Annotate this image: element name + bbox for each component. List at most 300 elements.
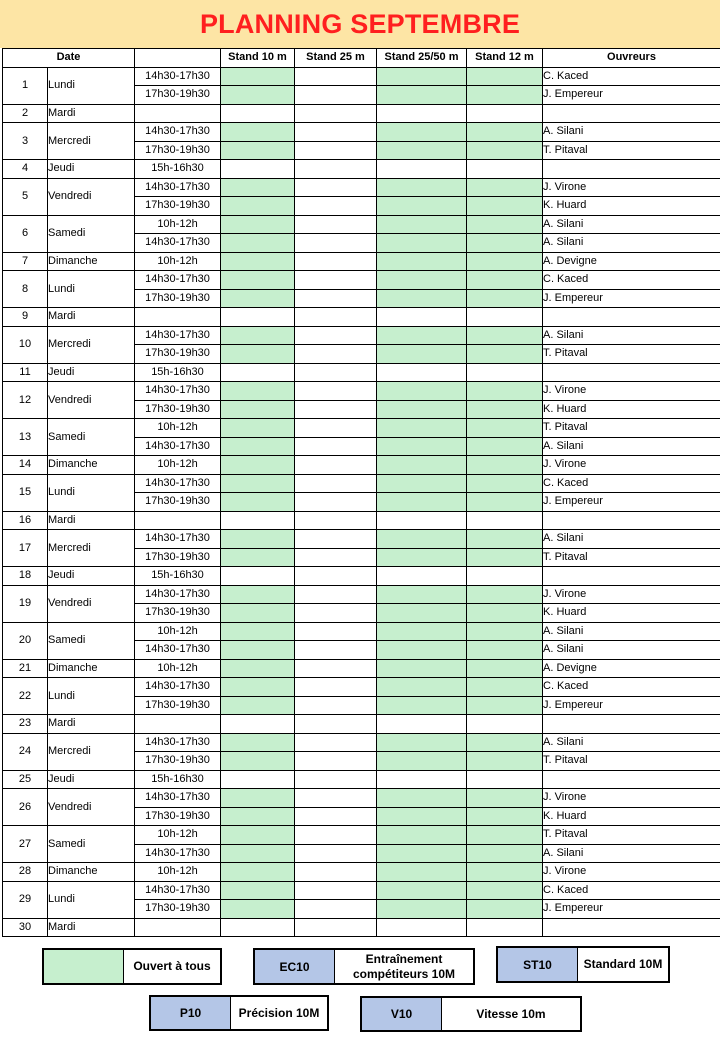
stand-25-50-cell [377, 715, 467, 734]
stand-10-cell [221, 86, 295, 105]
time-slot: 14h30-17h30 [135, 437, 221, 456]
stand-25-50-cell [377, 789, 467, 808]
stand-25-cell [295, 252, 377, 271]
stand-25-50-cell [377, 659, 467, 678]
stand-10-cell [221, 567, 295, 586]
stand-25-cell [295, 456, 377, 475]
stand-12-cell [467, 123, 543, 142]
ouvreur-cell: A. Silani [543, 641, 720, 660]
stand-25-50-cell [377, 641, 467, 660]
time-slot: 14h30-17h30 [135, 678, 221, 697]
day-name: Mercredi [48, 326, 135, 363]
day-number: 4 [3, 160, 48, 179]
day-number: 11 [3, 363, 48, 382]
page-title: PLANNING SEPTEMBRE [199, 9, 521, 39]
stand-10-cell [221, 844, 295, 863]
legend-st10-label: Standard 10M [583, 957, 663, 971]
time-slot: 17h30-19h30 [135, 807, 221, 826]
stand-25-50-cell [377, 178, 467, 197]
ouvreur-cell: T. Pitaval [543, 141, 720, 160]
table-row [3, 271, 720, 290]
stand-25-50-cell [377, 437, 467, 456]
stand-25-50-cell [377, 215, 467, 234]
stand-12-cell [467, 530, 543, 549]
time-slot [135, 918, 221, 937]
time-slot: 17h30-19h30 [135, 86, 221, 105]
ouvreur-cell: J. Empereur [543, 289, 720, 308]
stand-25-50-cell [377, 900, 467, 919]
time-slot: 10h-12h [135, 826, 221, 845]
day-name: Mercredi [48, 123, 135, 160]
ouvreur-cell: A. Silani [543, 326, 720, 345]
stand-12-cell [467, 493, 543, 512]
header-stand-12: Stand 12 m [467, 49, 543, 68]
stand-25-cell [295, 863, 377, 882]
time-slot: 10h-12h [135, 863, 221, 882]
stand-25-cell [295, 104, 377, 123]
stand-10-cell [221, 622, 295, 641]
stand-25-cell [295, 474, 377, 493]
stand-10-cell [221, 863, 295, 882]
time-slot: 17h30-19h30 [135, 900, 221, 919]
day-number: 26 [3, 789, 48, 826]
stand-25-cell [295, 215, 377, 234]
time-slot: 17h30-19h30 [135, 548, 221, 567]
stand-25-50-cell [377, 511, 467, 530]
stand-12-cell [467, 178, 543, 197]
day-number: 27 [3, 826, 48, 863]
stand-25-50-cell [377, 252, 467, 271]
stand-12-cell [467, 419, 543, 438]
day-number: 15 [3, 474, 48, 511]
time-slot [135, 308, 221, 327]
stand-25-50-cell [377, 604, 467, 623]
table-row [3, 104, 720, 123]
ouvreur-cell: A. Silani [543, 622, 720, 641]
stand-10-cell [221, 160, 295, 179]
stand-25-cell [295, 160, 377, 179]
stand-10-cell [221, 271, 295, 290]
time-slot: 15h-16h30 [135, 160, 221, 179]
stand-25-cell [295, 641, 377, 660]
stand-25-50-cell [377, 419, 467, 438]
ouvreur-cell: A. Silani [543, 215, 720, 234]
day-name: Dimanche [48, 252, 135, 271]
ouvreur-cell: T. Pitaval [543, 548, 720, 567]
legend-ec10 [253, 948, 475, 985]
time-slot: 14h30-17h30 [135, 474, 221, 493]
stand-25-50-cell [377, 807, 467, 826]
stand-12-cell [467, 326, 543, 345]
stand-25-cell [295, 733, 377, 752]
time-slot: 14h30-17h30 [135, 67, 221, 86]
stand-12-cell [467, 160, 543, 179]
legend-p10 [149, 995, 329, 1031]
time-slot: 14h30-17h30 [135, 382, 221, 401]
ouvreur-cell: A. Silani [543, 530, 720, 549]
ouvreur-cell [543, 918, 720, 937]
time-slot: 17h30-19h30 [135, 345, 221, 364]
stand-10-cell [221, 382, 295, 401]
stand-10-cell [221, 715, 295, 734]
time-slot: 10h-12h [135, 456, 221, 475]
stand-12-cell [467, 641, 543, 660]
stand-10-cell [221, 752, 295, 771]
stand-25-cell [295, 807, 377, 826]
stand-12-cell [467, 900, 543, 919]
stand-25-cell [295, 604, 377, 623]
stand-25-cell [295, 234, 377, 253]
stand-25-cell [295, 789, 377, 808]
day-number: 30 [3, 918, 48, 937]
ouvreur-cell: A. Silani [543, 733, 720, 752]
stand-25-cell [295, 678, 377, 697]
day-name: Jeudi [48, 363, 135, 382]
stand-25-50-cell [377, 141, 467, 160]
day-number: 18 [3, 567, 48, 586]
legend-v10-code: V10 [362, 998, 442, 1030]
ouvreur-cell: J. Virone [543, 863, 720, 882]
day-number: 13 [3, 419, 48, 456]
day-name: Samedi [48, 622, 135, 659]
stand-25-cell [295, 918, 377, 937]
table-row [3, 456, 720, 475]
stand-10-cell [221, 437, 295, 456]
day-name: Samedi [48, 826, 135, 863]
stand-12-cell [467, 659, 543, 678]
stand-25-cell [295, 622, 377, 641]
time-slot: 17h30-19h30 [135, 493, 221, 512]
table-row [3, 178, 720, 197]
time-slot: 14h30-17h30 [135, 123, 221, 142]
stand-10-cell [221, 178, 295, 197]
stand-12-cell [467, 752, 543, 771]
stand-25-cell [295, 197, 377, 216]
day-name: Vendredi [48, 178, 135, 215]
stand-12-cell [467, 363, 543, 382]
table-row [3, 567, 720, 586]
stand-12-cell [467, 678, 543, 697]
stand-25-cell [295, 419, 377, 438]
stand-25-50-cell [377, 863, 467, 882]
ouvreur-cell: J. Empereur [543, 900, 720, 919]
stand-25-50-cell [377, 585, 467, 604]
day-name: Jeudi [48, 770, 135, 789]
time-slot: 17h30-19h30 [135, 400, 221, 419]
ouvreur-cell: T. Pitaval [543, 752, 720, 771]
ouvreur-cell: C. Kaced [543, 678, 720, 697]
stand-25-50-cell [377, 271, 467, 290]
stand-25-cell [295, 86, 377, 105]
stand-10-cell [221, 289, 295, 308]
stand-25-50-cell [377, 752, 467, 771]
stand-25-cell [295, 437, 377, 456]
table-row [3, 363, 720, 382]
stand-25-cell [295, 511, 377, 530]
stand-12-cell [467, 807, 543, 826]
day-number: 3 [3, 123, 48, 160]
stand-10-cell [221, 807, 295, 826]
stand-25-50-cell [377, 493, 467, 512]
stand-25-50-cell [377, 326, 467, 345]
stand-25-cell [295, 289, 377, 308]
ouvreur-cell: J. Virone [543, 789, 720, 808]
header-hour [135, 49, 221, 68]
table-row [3, 419, 720, 438]
table-row [3, 622, 720, 641]
stand-12-cell [467, 271, 543, 290]
stand-25-50-cell [377, 382, 467, 401]
stand-25-50-cell [377, 160, 467, 179]
day-number: 6 [3, 215, 48, 252]
stand-12-cell [467, 770, 543, 789]
stand-12-cell [467, 585, 543, 604]
stand-25-50-cell [377, 548, 467, 567]
day-name: Mardi [48, 104, 135, 123]
stand-25-50-cell [377, 881, 467, 900]
stand-12-cell [467, 289, 543, 308]
stand-10-cell [221, 215, 295, 234]
stand-25-50-cell [377, 197, 467, 216]
time-slot: 14h30-17h30 [135, 844, 221, 863]
table-row [3, 585, 720, 604]
stand-10-cell [221, 400, 295, 419]
stand-12-cell [467, 918, 543, 937]
stand-25-50-cell [377, 345, 467, 364]
day-name: Lundi [48, 271, 135, 308]
stand-25-cell [295, 178, 377, 197]
time-slot: 14h30-17h30 [135, 326, 221, 345]
day-name: Mercredi [48, 530, 135, 567]
ouvreur-cell [543, 511, 720, 530]
table-row [3, 67, 720, 86]
ouvreur-cell [543, 104, 720, 123]
day-number: 24 [3, 733, 48, 770]
stand-12-cell [467, 881, 543, 900]
stand-25-cell [295, 844, 377, 863]
stand-10-cell [221, 104, 295, 123]
stand-25-50-cell [377, 844, 467, 863]
stand-10-cell [221, 881, 295, 900]
time-slot: 14h30-17h30 [135, 234, 221, 253]
stand-10-cell [221, 252, 295, 271]
time-slot: 17h30-19h30 [135, 289, 221, 308]
time-slot: 14h30-17h30 [135, 530, 221, 549]
ouvreur-cell [543, 363, 720, 382]
table-row [3, 382, 720, 401]
stand-25-50-cell [377, 826, 467, 845]
time-slot: 17h30-19h30 [135, 197, 221, 216]
ouvreur-cell: J. Empereur [543, 696, 720, 715]
stand-25-50-cell [377, 567, 467, 586]
stand-10-cell [221, 363, 295, 382]
stand-25-cell [295, 715, 377, 734]
stand-25-cell [295, 585, 377, 604]
table-row [3, 160, 720, 179]
table-row [3, 659, 720, 678]
day-number: 1 [3, 67, 48, 104]
day-name: Mercredi [48, 733, 135, 770]
stand-10-cell [221, 419, 295, 438]
stand-25-cell [295, 696, 377, 715]
stand-25-50-cell [377, 67, 467, 86]
stand-25-50-cell [377, 456, 467, 475]
day-number: 16 [3, 511, 48, 530]
stand-12-cell [467, 844, 543, 863]
day-number: 21 [3, 659, 48, 678]
ouvreur-cell: K. Huard [543, 604, 720, 623]
stand-25-50-cell [377, 622, 467, 641]
header-row [3, 49, 720, 68]
table-row [3, 474, 720, 493]
stand-10-cell [221, 474, 295, 493]
table-row [3, 733, 720, 752]
time-slot: 15h-16h30 [135, 770, 221, 789]
stand-10-cell [221, 197, 295, 216]
table-row [3, 770, 720, 789]
day-number: 28 [3, 863, 48, 882]
stand-25-cell [295, 567, 377, 586]
stand-12-cell [467, 474, 543, 493]
ouvreur-cell: A. Silani [543, 844, 720, 863]
stand-10-cell [221, 604, 295, 623]
time-slot: 17h30-19h30 [135, 604, 221, 623]
stand-25-cell [295, 382, 377, 401]
table-row [3, 123, 720, 142]
ouvreur-cell: T. Pitaval [543, 345, 720, 364]
day-name: Lundi [48, 474, 135, 511]
ouvreur-cell: J. Empereur [543, 493, 720, 512]
day-number: 19 [3, 585, 48, 622]
table-row [3, 308, 720, 327]
stand-10-cell [221, 548, 295, 567]
day-number: 23 [3, 715, 48, 734]
time-slot: 17h30-19h30 [135, 141, 221, 160]
stand-12-cell [467, 826, 543, 845]
day-name: Samedi [48, 215, 135, 252]
ouvreur-cell: J. Virone [543, 382, 720, 401]
time-slot [135, 511, 221, 530]
stand-10-cell [221, 308, 295, 327]
stand-10-cell [221, 659, 295, 678]
stand-12-cell [467, 252, 543, 271]
day-number: 12 [3, 382, 48, 419]
stand-25-50-cell [377, 770, 467, 789]
stand-10-cell [221, 493, 295, 512]
stand-25-50-cell [377, 363, 467, 382]
day-name: Mardi [48, 308, 135, 327]
ouvreur-cell: A. Silani [543, 123, 720, 142]
stand-25-cell [295, 326, 377, 345]
time-slot: 17h30-19h30 [135, 752, 221, 771]
table-row [3, 326, 720, 345]
time-slot: 14h30-17h30 [135, 178, 221, 197]
time-slot: 14h30-17h30 [135, 585, 221, 604]
ouvreur-cell [543, 567, 720, 586]
legend-st10-code: ST10 [498, 948, 578, 981]
stand-12-cell [467, 604, 543, 623]
ouvreur-cell: J. Virone [543, 456, 720, 475]
time-slot: 17h30-19h30 [135, 696, 221, 715]
stand-10-cell [221, 770, 295, 789]
day-number: 10 [3, 326, 48, 363]
ouvreur-cell: J. Empereur [543, 86, 720, 105]
day-name: Dimanche [48, 863, 135, 882]
ouvreur-cell: K. Huard [543, 807, 720, 826]
stand-12-cell [467, 104, 543, 123]
stand-12-cell [467, 863, 543, 882]
day-number: 5 [3, 178, 48, 215]
header-ouvreurs: Ouvreurs [543, 49, 720, 68]
ouvreur-cell: T. Pitaval [543, 826, 720, 845]
time-slot: 15h-16h30 [135, 363, 221, 382]
stand-12-cell [467, 437, 543, 456]
stand-12-cell [467, 456, 543, 475]
stand-10-cell [221, 530, 295, 549]
legend-p10-code: P10 [151, 997, 231, 1029]
day-number: 14 [3, 456, 48, 475]
time-slot: 14h30-17h30 [135, 881, 221, 900]
legend-open [42, 948, 222, 985]
day-name: Mardi [48, 511, 135, 530]
stand-25-cell [295, 659, 377, 678]
time-slot: 10h-12h [135, 659, 221, 678]
stand-12-cell [467, 197, 543, 216]
day-number: 20 [3, 622, 48, 659]
stand-25-50-cell [377, 308, 467, 327]
day-name: Vendredi [48, 789, 135, 826]
stand-10-cell [221, 585, 295, 604]
header-stand-10: Stand 10 m [221, 49, 295, 68]
planning-body [3, 67, 720, 937]
day-name: Dimanche [48, 659, 135, 678]
header-date: Date [3, 49, 135, 68]
time-slot: 10h-12h [135, 419, 221, 438]
header-stand-25-50: Stand 25/50 m [377, 49, 467, 68]
stand-25-50-cell [377, 123, 467, 142]
table-row [3, 678, 720, 697]
table-row [3, 530, 720, 549]
stand-12-cell [467, 696, 543, 715]
stand-10-cell [221, 826, 295, 845]
stand-10-cell [221, 641, 295, 660]
ouvreur-cell: C. Kaced [543, 67, 720, 86]
stand-12-cell [467, 733, 543, 752]
stand-25-cell [295, 548, 377, 567]
stand-25-50-cell [377, 696, 467, 715]
ouvreur-cell: A. Silani [543, 234, 720, 253]
stand-12-cell [467, 141, 543, 160]
legend-st10 [496, 946, 670, 983]
ouvreur-cell: T. Pitaval [543, 419, 720, 438]
day-number: 7 [3, 252, 48, 271]
day-number: 29 [3, 881, 48, 918]
day-name: Samedi [48, 419, 135, 456]
stand-25-cell [295, 752, 377, 771]
legend-open-swatch [44, 950, 124, 983]
time-slot: 10h-12h [135, 622, 221, 641]
stand-25-cell [295, 141, 377, 160]
ouvreur-cell [543, 715, 720, 734]
stand-25-cell [295, 123, 377, 142]
ouvreur-cell: J. Virone [543, 585, 720, 604]
ouvreur-cell [543, 308, 720, 327]
stand-10-cell [221, 511, 295, 530]
day-number: 22 [3, 678, 48, 715]
ouvreur-cell: A. Devigne [543, 659, 720, 678]
stand-12-cell [467, 308, 543, 327]
stand-12-cell [467, 511, 543, 530]
